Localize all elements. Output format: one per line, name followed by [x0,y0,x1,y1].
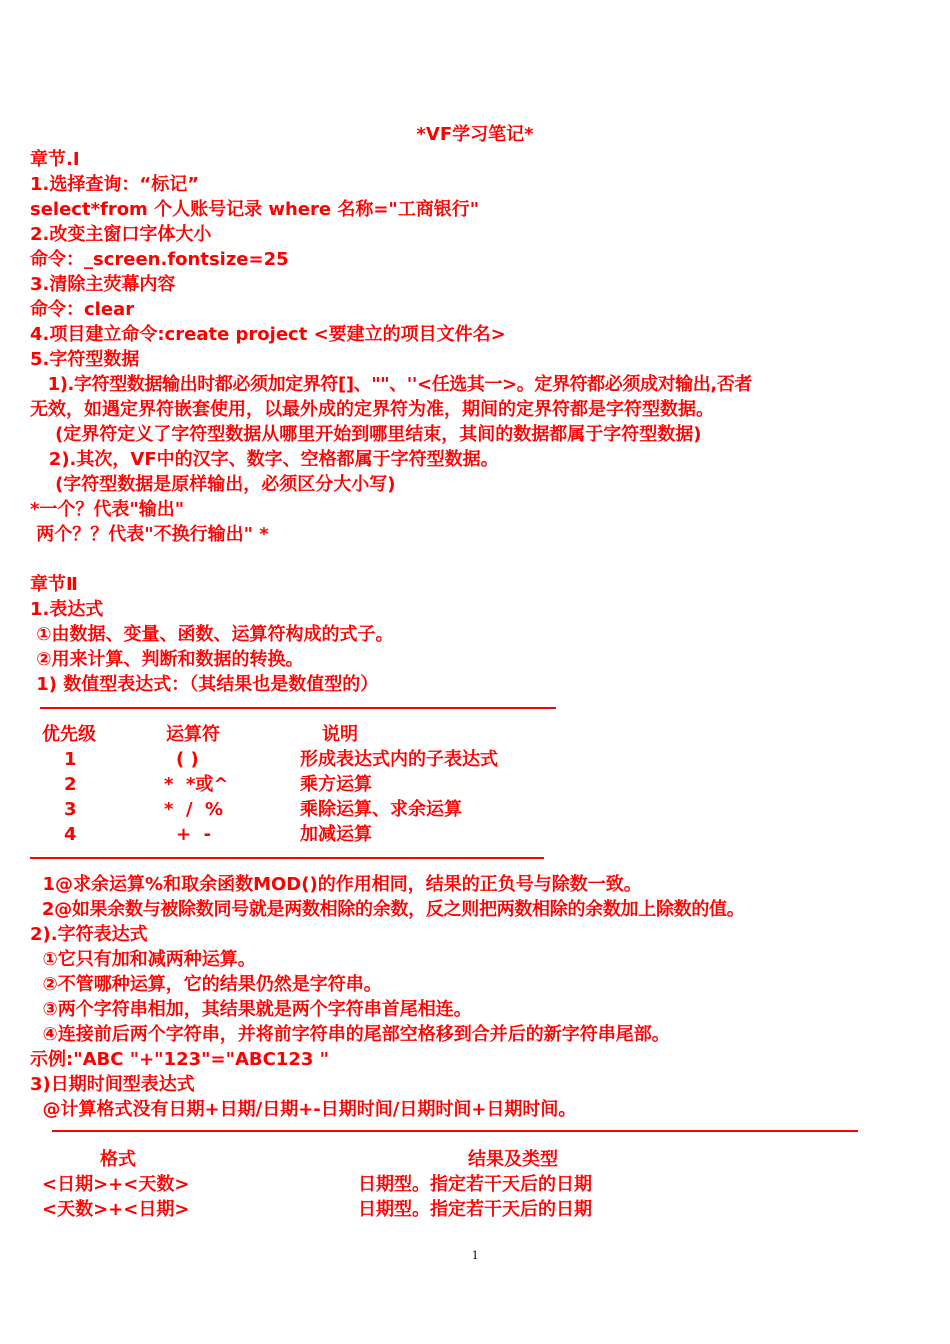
text-line: ④连接前后两个字符串，并将前字符串的尾部空格移到合并后的新字符串尾部。 [30,1024,670,1045]
text-line: 1) 数值型表达式：（其结果也是数值型的） [30,674,379,695]
text-line: @计算格式没有日期+日期/日期+-日期时间/日期时间+日期时间。 [30,1099,577,1120]
table-cell: * *或^ [164,774,229,795]
text-line: 4.项目建立命令:create project <要建立的项目文件名> [30,324,506,345]
date-table-cell: 日期型。指定若干天后的日期 [358,1199,592,1220]
text-line: ①它只有加和减两种运算。 [30,949,256,970]
date-table-header-format: 格式 [100,1149,136,1170]
text-line: 命令：clear [30,299,135,320]
table-cell: * / % [164,799,224,820]
text-line: 命令：_screen.fontsize=25 [30,249,289,270]
text-line: 两个？？代表"不换行输出" * [30,524,269,545]
text-line: ②不管哪种运算，它的结果仍然是字符串。 [30,974,382,995]
table-rule-top [40,707,556,709]
text-line: 1).字符型数据输出时都必须加定界符[]、""、''<任选其一>。定界符都必须成对输出,否者 [30,374,753,395]
text-line: 1.表达式 [30,599,104,620]
text-line: ①由数据、变量、函数、运算符构成的式子。 [30,624,394,645]
table-cell: 加减运算 [300,824,372,845]
text-line: ③两个字符串相加，其结果就是两个字符串首尾相连。 [30,999,472,1020]
document-title: *VF学习笔记* [416,124,534,145]
page-number: 1 [471,1247,479,1262]
date-table-header-result: 结果及类型 [468,1149,558,1170]
text-line: 1.选择查询：“标记” [30,174,200,195]
date-table-cell: <日期>+<天数> [42,1174,190,1195]
text-line: 2).其次，VF中的汉字、数字、空格都属于字符型数据。 [30,449,499,470]
text-line: 3)日期时间型表达式 [30,1074,195,1095]
text-line: 2.改变主窗口字体大小 [30,224,212,245]
table-cell: 1 [64,749,77,770]
date-table-cell: 日期型。指定若干天后的日期 [358,1174,592,1195]
chapter-heading: 章节.Ⅰ [30,149,80,170]
table-rule-bottom [30,857,544,859]
text-line: (字符型数据是原样输出，必须区分大小写) [30,474,396,495]
date-table-rule [52,1130,858,1132]
text-line: (定界符定义了字符型数据从哪里开始到哪里结束，其间的数据都属于字符型数据) [30,424,702,445]
table-cell: 3 [64,799,77,820]
date-table-cell: <天数>+<日期> [42,1199,190,1220]
text-line: 2@如果余数与被除数同号就是两数相除的余数，反之则把两数相除的余数加上除数的值。 [30,899,745,920]
table-cell: 形成表达式内的子表达式 [300,749,498,770]
table-cell: 乘方运算 [300,774,372,795]
text-line: 2).字符表达式 [30,924,148,945]
text-line: 示例:"ABC "+"123"="ABC123 " [30,1049,330,1070]
table-cell: 乘除运算、求余运算 [300,799,462,820]
text-line: 1@求余运算%和取余函数MOD()的作用相同，结果的正负号与除数一致。 [30,874,642,895]
text-line: 5.字符型数据 [30,349,140,370]
text-line: 无效，如遇定界符嵌套使用，以最外成的定界符为准，期间的定界符都是字符型数据。 [30,399,714,420]
table-cell: ( ) [176,749,199,770]
text-line: 3.清除主荧幕内容 [30,274,176,295]
table-header-priority: 优先级 [42,724,96,745]
table-cell: 4 [64,824,77,845]
text-line: select*from 个人账号记录 where 名称="工商银行" [30,199,480,220]
table-header-description: 说明 [322,724,358,745]
table-header-operator: 运算符 [166,724,220,745]
table-cell: 2 [64,774,77,795]
chapter-heading: 章节Ⅱ [30,574,78,595]
text-line: ②用来计算、判断和数据的转换。 [30,649,304,670]
text-line: *一个？代表"输出" [30,499,185,520]
table-cell: + - [176,824,212,845]
